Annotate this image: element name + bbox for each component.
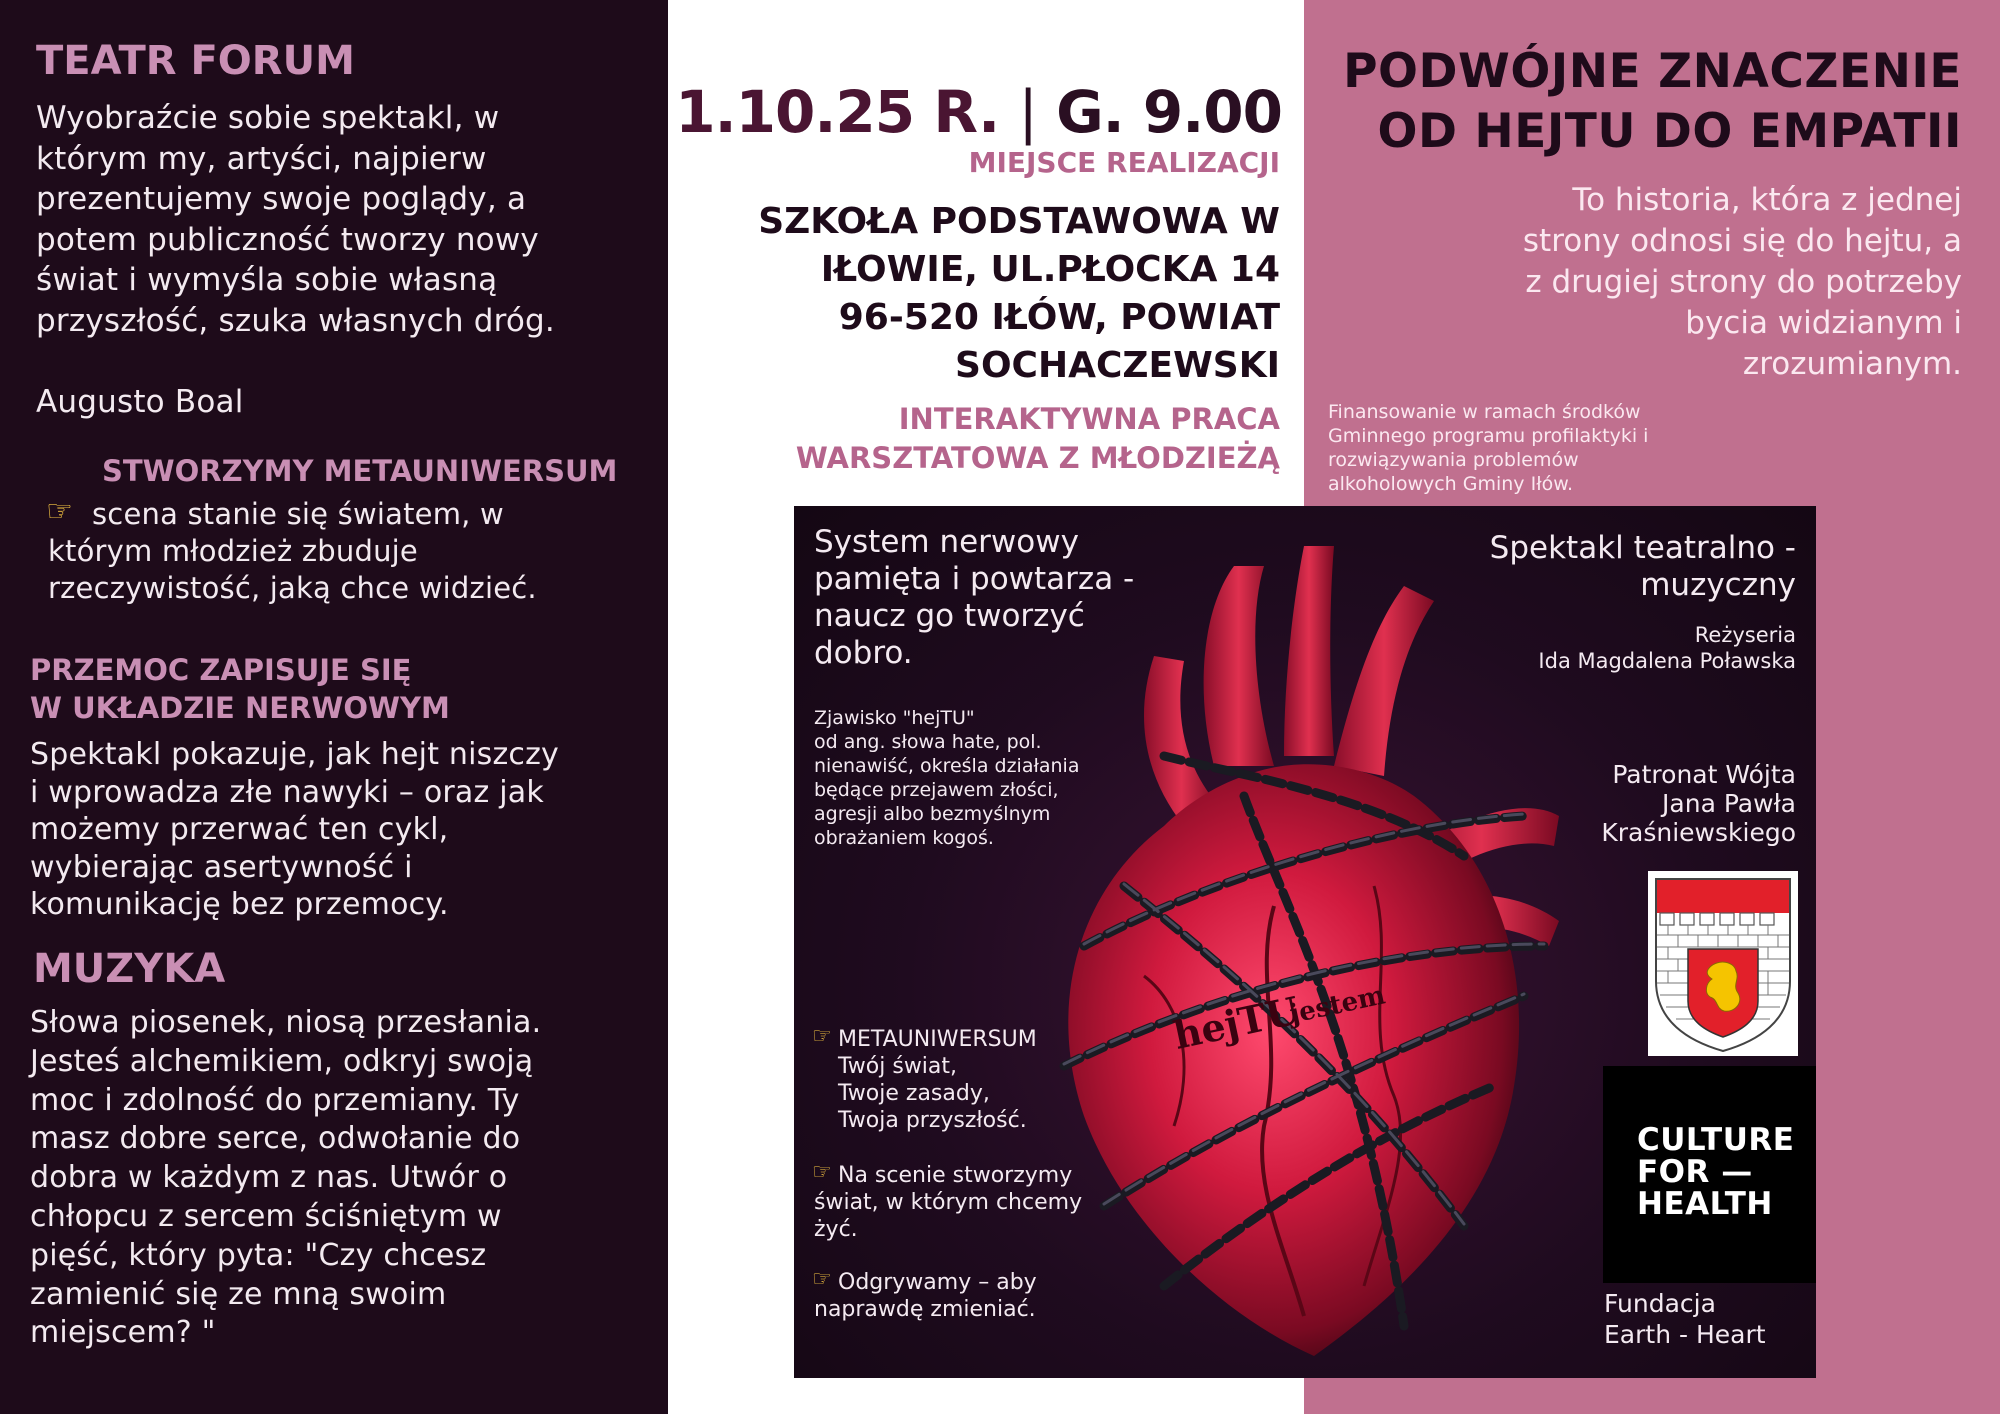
left-panel <box>0 0 668 1414</box>
culture-for-health-logo-text: CULTURE FOR — HEALTH <box>1637 1122 1795 1222</box>
pointing-hand-icon: ☞ <box>812 1160 832 1185</box>
pointing-hand-icon: ☞ <box>812 1024 832 1049</box>
przemoc-text: Spektakl pokazuje, jak hejt niszczy i wprowadza złe nawyki – oraz jak możemy przerwać ten cykl, wybierając asertywność i komunikację bez przemocy. <box>30 737 560 922</box>
poster-image <box>794 506 1816 1378</box>
event-date-time <box>675 78 1282 146</box>
metauniwersum-heading: STWORZYMY METAUNIWERSUM <box>102 454 618 488</box>
director-credit: Reżyseria Ida Magdalena Poławska <box>1538 623 1796 673</box>
teatr-forum-text: Wyobraźcie sobie spektakl, w którym my, artyści, najpierw prezentujemy swoje poglądy, a potem publiczność tworzy nowy świat i wymyśla sobie własną przyszłość, szuka własnych dróg. <box>36 100 555 339</box>
place-label: MIEJSCE REALIZACJI <box>968 146 1280 179</box>
culture-for-health-logo <box>1603 1066 1816 1283</box>
main-title: PODWÓJNE ZNACZENIE OD HEJTU DO EMPATII <box>1343 44 1962 159</box>
workshop-info: INTERAKTYWNA PRACA WARSZTATOWA Z MŁODZIEŻĄ <box>795 402 1280 475</box>
event-date: 1.10.25 R. <box>675 78 1000 146</box>
bullet-act: Odgrywamy – aby naprawdę zmieniać. <box>814 1270 1037 1322</box>
nervous-system-text: System nerwowy pamięta i powtarza - naucz go tworzyć dobro. <box>814 524 1135 671</box>
patronage-text: Patronat Wójta Jana Pawła Kraśniewskiego <box>1601 760 1796 847</box>
bullet-stage: Na scenie stworzymy świat, w którym chcemy żyć. <box>814 1163 1083 1242</box>
heart-label-jestem: jestem <box>1287 980 1388 1030</box>
pointing-hand-icon: ☞ <box>46 494 73 529</box>
quote-author: Augusto Boal <box>36 384 244 420</box>
przemoc-heading: PRZEMOC ZAPISUJE SIĘ W UKŁADZIE NERWOWYM <box>30 653 450 725</box>
event-time: G. 9.00 <box>1056 78 1282 146</box>
metauniwersum-text: scena stanie się światem, w którym młodzież zbuduje rzeczywistość, jaką chce widzieć. <box>48 497 537 605</box>
pointing-hand-icon: ☞ <box>812 1267 832 1292</box>
bullet-metauniwersum: METAUNIWERSUM Twój świat, Twoje zasady, Twoja przyszłość. <box>838 1027 1037 1133</box>
ilow-coat-of-arms <box>1648 871 1798 1056</box>
story-description: To historia, która z jednej strony odnosi się do hejtu, a z drugiej strony do potrzeby bycia widzianym i zrozumianym. <box>1522 182 1962 382</box>
venue-address: SZKOŁA PODSTAWOWA W IŁOWIE, UL.PŁOCKA 14 96-520 IŁÓW, POWIAT SOCHACZEWSKI <box>758 201 1280 386</box>
muzyka-text: Słowa piosenek, niosą przesłania. Jesteś alchemikiem, odkryj swoją moc i zdolność do przemiany. Ty masz dobre serce, odwołanie do dobra w każdym z nas. Utwór o chłopcu z sercem ściśniętym w pięść, który pyta: "Czy chcesz zamienić się ze mną swoim miejscem? " <box>30 1005 542 1351</box>
foundation-name: Fundacja Earth - Heart <box>1604 1289 1766 1349</box>
funding-note: Finansowanie w ramach środków Gminnego programu profilaktyki i rozwiązywania problemów alkoholowych Gminy Iłów. <box>1328 401 1649 495</box>
heart-label-hejtu: hejTU <box>1169 987 1304 1058</box>
date-separator: | <box>1018 78 1037 146</box>
hejtu-definition: Zjawisko "hejTU" od ang. słowa hate, pol. nienawiść, określa działania będące przejawem złości, agresji albo bezmyślnym obrażaniem kogoś. <box>814 707 1080 849</box>
teatr-forum-heading: TEATR FORUM <box>36 38 355 84</box>
muzyka-heading: MUZYKA <box>33 946 226 992</box>
show-type: Spektakl teatralno - muzyczny <box>1489 530 1796 603</box>
